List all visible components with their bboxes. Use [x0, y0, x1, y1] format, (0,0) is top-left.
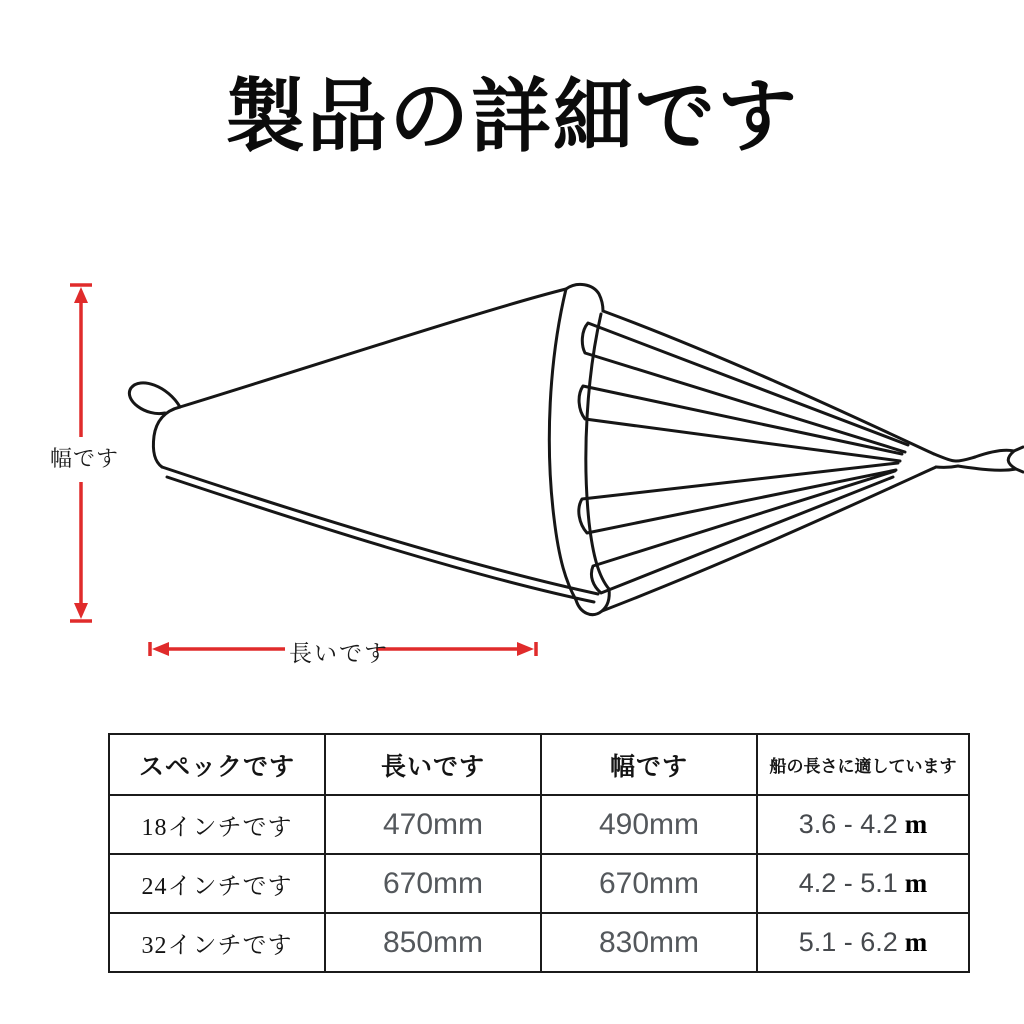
header-length: 長いです — [325, 734, 541, 795]
spec-table — [108, 733, 970, 973]
boat-range: 5.1 - 6.2 — [798, 927, 898, 957]
header-boat-length: 船の長さに適しています — [757, 734, 969, 795]
header-spec: スペックです — [109, 734, 325, 795]
boat-length-value — [757, 913, 969, 972]
table-row — [109, 795, 969, 854]
spec-value: 32インチです — [109, 913, 325, 972]
boat-unit: m — [904, 809, 928, 839]
length-value: 670mm — [325, 854, 541, 913]
length-dimension-label: 長いです — [289, 641, 389, 666]
length-value: 850mm — [325, 913, 541, 972]
table-row — [109, 913, 969, 972]
spec-value: 18インチです — [109, 795, 325, 854]
spec-table-header-row — [109, 734, 969, 795]
sea-anchor-diagram — [0, 270, 1024, 680]
boat-unit: m — [904, 868, 928, 898]
width-value: 670mm — [541, 854, 757, 913]
width-dimension-label: 幅です — [50, 446, 120, 471]
page-title: 製品の詳細です — [225, 70, 799, 163]
length-value: 470mm — [325, 795, 541, 854]
boat-unit: m — [904, 927, 928, 957]
boat-range: 3.6 - 4.2 — [798, 809, 898, 839]
boat-length-value — [757, 795, 969, 854]
table-row — [109, 854, 969, 913]
width-value: 830mm — [541, 913, 757, 972]
spec-value: 24インチです — [109, 854, 325, 913]
sea-anchor-line-art — [129, 284, 1023, 614]
boat-length-value — [757, 854, 969, 913]
header-width: 幅です — [541, 734, 757, 795]
boat-range: 4.2 - 5.1 — [798, 868, 898, 898]
width-value: 490mm — [541, 795, 757, 854]
